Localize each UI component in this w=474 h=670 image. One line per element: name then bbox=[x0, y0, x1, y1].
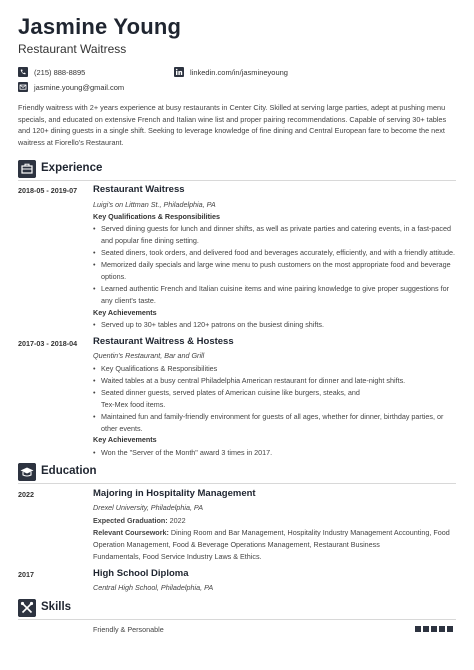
achievements-heading: Key Achievements bbox=[93, 435, 157, 444]
experience-section-header bbox=[18, 160, 456, 180]
skill-level-dot bbox=[447, 626, 453, 632]
school-name: Central High School, Philadelphia, PA bbox=[93, 583, 214, 592]
job-title: Restaurant Waitress bbox=[93, 184, 185, 195]
job-bullet: • Seated diners, took orders, and delivered food and beverages accurately, efficiently, and with a friendly attitude. bbox=[93, 247, 456, 258]
skill-level-meter bbox=[415, 626, 455, 632]
job-bullet: • Seated dinner guests, served plates of American cuisine like burgers, steaks, and bbox=[93, 387, 456, 398]
graduation-label: Expected Graduation: bbox=[93, 516, 168, 525]
job-dates: 2018-05 - 2019-07 bbox=[18, 186, 78, 195]
candidate-title: Restaurant Waitress bbox=[18, 42, 127, 56]
job-bullet-continued: other events. bbox=[101, 424, 143, 433]
education-year: 2022 bbox=[18, 490, 34, 499]
linkedin-url[interactable]: linkedin.com/in/jasmineyoung bbox=[190, 67, 288, 77]
degree-title: Majoring in Hospitality Management bbox=[93, 488, 256, 499]
achievement-bullet: • Served up to 30+ tables and 120+ patrons on the busiest dining shifts. bbox=[93, 319, 456, 330]
section-divider bbox=[18, 180, 456, 181]
job-title: Restaurant Waitress & Hostess bbox=[93, 336, 234, 347]
graduation-value: 2022 bbox=[167, 516, 186, 525]
tools-icon bbox=[18, 599, 36, 617]
phone-icon bbox=[18, 67, 28, 77]
coursework-continued: Operation Management, Food & Beverage Operations Management, Restaurant Business bbox=[93, 540, 380, 549]
graduation-cap-icon bbox=[18, 463, 36, 481]
coursework-value: Dining Room and Bar Management, Hospitality Industry Management Accounting, Food bbox=[168, 528, 450, 537]
skill-level-dot bbox=[439, 626, 445, 632]
achievement-bullet: • Won the "Server of the Month" award 3 times in 2017. bbox=[93, 447, 456, 458]
linkedin-icon bbox=[174, 67, 184, 77]
section-divider bbox=[18, 619, 456, 620]
education-section-header bbox=[18, 463, 456, 483]
email-address[interactable]: jasmine.young@gmail.com bbox=[34, 82, 125, 92]
school-name: Drexel University, Philadelphia, PA bbox=[93, 503, 203, 512]
skills-section-header bbox=[18, 599, 456, 619]
briefcase-icon bbox=[18, 160, 36, 178]
degree-title: High School Diploma bbox=[93, 568, 189, 579]
job-bullet: • Memorized daily specials and large wine menu to push customers on the most appropriate food and beverage bbox=[93, 259, 456, 270]
coursework-label: Relevant Coursework: bbox=[93, 528, 169, 537]
coursework-continued: Fundamentals, Food Service Industry Laws & Ethics. bbox=[93, 552, 262, 561]
skill-level-dot bbox=[431, 626, 437, 632]
skill-level-dot bbox=[423, 626, 429, 632]
job-bullet: • Learned authentic French and Italian cuisine items and wine pairing knowledge to give proper suggestions for bbox=[93, 283, 456, 294]
job-bullet: • Served dining guests for lunch and dinner shifts, as well as private parties and catering events, in a fast-paced bbox=[93, 223, 456, 234]
job-bullet: • Maintained fun and family-friendly environment for guests of all ages, whether for dinner, birthday parties, or bbox=[93, 411, 456, 422]
job-dates: 2017-03 - 2018-04 bbox=[18, 339, 78, 348]
relevant-coursework bbox=[93, 527, 456, 538]
email-contact[interactable] bbox=[18, 82, 124, 92]
expected-graduation bbox=[93, 515, 456, 526]
job-bullet-continued: options. bbox=[101, 272, 127, 281]
job-bullet: • Waited tables at a busy central Philadelphia American restaurant for dinner and late-night shifts. bbox=[93, 375, 456, 386]
candidate-name: Jasmine Young bbox=[18, 14, 182, 39]
job-employer: Quentin's Restaurant, Bar and Grill bbox=[93, 351, 205, 360]
phone-contact bbox=[18, 67, 85, 77]
skill-name: Friendly & Personable bbox=[93, 625, 164, 634]
linkedin-contact[interactable] bbox=[174, 67, 288, 77]
section-divider bbox=[18, 483, 456, 484]
education-year: 2017 bbox=[18, 570, 34, 579]
job-bullet-continued: and popular fine dining setting. bbox=[101, 236, 199, 245]
job-bullet: • Key Qualifications & Responsibilities bbox=[93, 363, 456, 374]
email-icon bbox=[18, 82, 28, 92]
job-employer: Luigi's on Littman St., Philadelphia, PA bbox=[93, 200, 216, 209]
skills-heading: Skills bbox=[41, 601, 72, 613]
profile-summary: Friendly waitress with 2+ years experience at busy restaurants in Center City. Skilled at serving large parties, adept at pushing menu specials, and educated on extensive French and Italian wine list and proper pairing recommendations. Capable of serving 30+ tables and 120+ dining guests in a single shift. Seeking to leverage knowledge of fine dining and Central European fare to become the next waitress at Fiorello's Restaurant. bbox=[18, 103, 447, 147]
job-bullet-continued: any client's taste. bbox=[101, 296, 156, 305]
qualifications-heading: Key Qualifications & Responsibilities bbox=[93, 212, 221, 221]
achievements-heading: Key Achievements bbox=[93, 308, 157, 317]
skill-level-dot bbox=[415, 626, 421, 632]
education-heading: Education bbox=[41, 465, 97, 477]
job-bullet-continued: Tex-Mex food items. bbox=[101, 400, 166, 409]
experience-heading: Experience bbox=[41, 162, 103, 174]
phone-number: (215) 888-8895 bbox=[34, 67, 86, 77]
